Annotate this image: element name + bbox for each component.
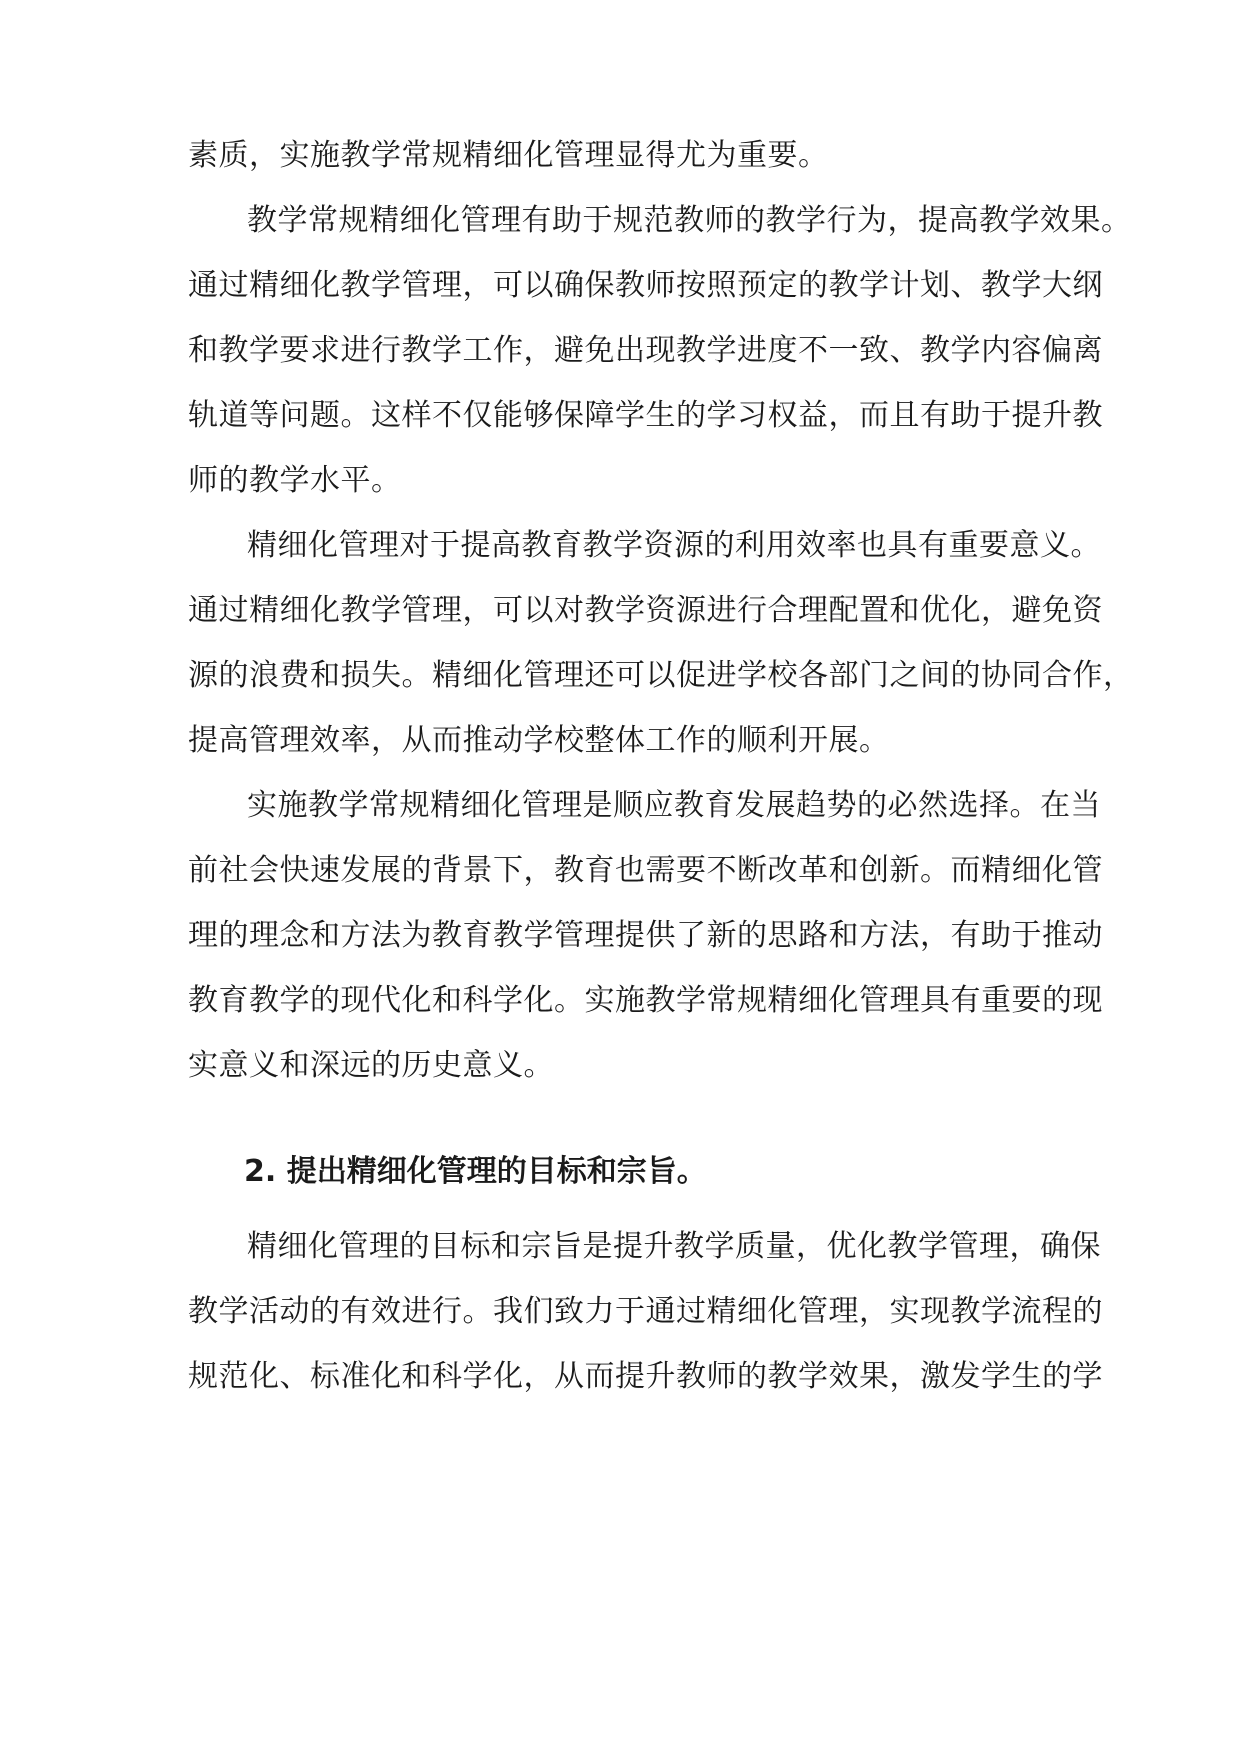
paragraph-line: 实施教学常规精细化管理是顺应教育发展趋势的必然选择。在当 — [247, 788, 1101, 823]
paragraph-line: 和教学要求进行教学工作，避免出现教学进度不一致、教学内容偏离 — [188, 333, 1103, 368]
paragraph-line: 精细化管理的目标和宗旨是提升教学质量，优化教学管理，确保 — [247, 1229, 1101, 1264]
paragraph-line: 通过精细化教学管理，可以确保教师按照预定的教学计划、教学大纲 — [188, 268, 1103, 303]
paragraph-line: 教育教学的现代化和科学化。实施教学常规精细化管理具有重要的现 — [188, 983, 1103, 1018]
paragraph-line: 源的浪费和损失。精细化管理还可以促进学校各部门之间的协同合作， — [188, 658, 1134, 693]
paragraph-line: 师的教学水平。 — [188, 463, 402, 498]
paragraph-line: 通过精细化教学管理，可以对教学资源进行合理配置和优化，避免资 — [188, 593, 1103, 628]
paragraph-line: 实意义和深远的历史意义。 — [188, 1048, 554, 1083]
paragraph-line: 素质，实施教学常规精细化管理显得尤为重要。 — [188, 138, 829, 173]
paragraph-line: 理的理念和方法为教育教学管理提供了新的思路和方法，有助于推动 — [188, 918, 1103, 953]
paragraph-line: 教学活动的有效进行。我们致力于通过精细化管理，实现教学流程的 — [188, 1294, 1103, 1329]
paragraph-line: 前社会快速发展的背景下，教育也需要不断改革和创新。而精细化管 — [188, 853, 1103, 888]
paragraph-line: 规范化、标准化和科学化，从而提升教师的教学效果，激发学生的学 — [188, 1359, 1103, 1394]
paragraph-line: 教学常规精细化管理有助于规范教师的教学行为，提高教学效果。 — [247, 203, 1132, 238]
paragraph-line: 轨道等问题。这样不仅能够保障学生的学习权益，而且有助于提升教 — [188, 398, 1103, 433]
paragraph-line: 精细化管理对于提高教育教学资源的利用效率也具有重要意义。 — [247, 528, 1101, 563]
section-heading: 2. 提出精细化管理的目标和宗旨。 — [244, 1154, 707, 1189]
paragraph-line: 提高管理效率，从而推动学校整体工作的顺利开展。 — [188, 723, 890, 758]
